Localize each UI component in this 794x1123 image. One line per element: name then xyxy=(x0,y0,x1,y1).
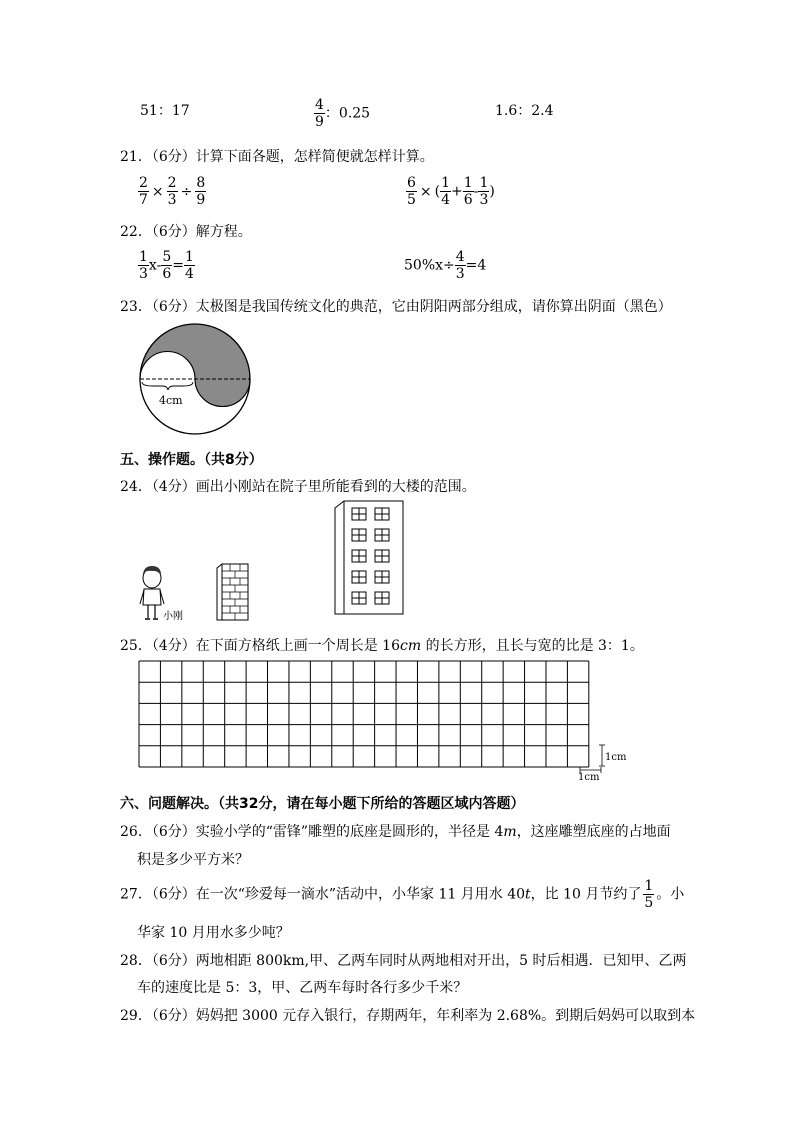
q26-line-2: 积是多少平方米？ xyxy=(137,852,249,868)
operator: - xyxy=(473,183,479,200)
q28-line-2: 车的速度比是 5：3，甲、乙两车每时各行多少千米？ xyxy=(137,980,468,996)
q26-line-1 xyxy=(120,821,671,841)
frac-den: 5 xyxy=(644,895,654,911)
paren-right: ) xyxy=(489,183,495,200)
frac-den: 3 xyxy=(167,192,177,208)
frac-num: 2 xyxy=(139,175,148,191)
frac-den: 9 xyxy=(196,192,206,208)
q21-expr-2 xyxy=(406,176,495,207)
ratio-3: 1.6：2.4 xyxy=(495,103,554,119)
brick-wall xyxy=(217,564,248,620)
frac-den: 6 xyxy=(463,192,473,208)
frac-den: 4 xyxy=(441,192,451,208)
frac-den: 7 xyxy=(139,192,148,208)
frac-num: 1 xyxy=(139,249,148,265)
q25-text xyxy=(120,635,644,655)
frac-num: 1 xyxy=(644,878,654,894)
q28-line-1: 28．（6分）两地相距 800km,甲、乙两车同时从两地相对开出，5 时后相遇．已知甲、乙两 xyxy=(120,953,687,969)
q27-text-pre: 27．（6分）在一次“珍爱每一滴水”活动中，小华家 11 月用水 40 xyxy=(120,886,526,903)
frac-num: 4 xyxy=(315,97,324,113)
ratio-1: 51：17 xyxy=(140,103,190,119)
q21-text: 21．（6分）计算下面各题，怎样简便就怎样计算。 xyxy=(120,149,434,165)
frac-den: 3 xyxy=(479,192,489,208)
q24-text: 24．（4分）画出小刚站在院子里所能看到的大楼的范围。 xyxy=(120,479,476,495)
operator: × xyxy=(419,183,432,200)
person-label: 小刚 xyxy=(163,611,183,622)
frac-den: 4 xyxy=(184,266,194,282)
operator: ÷ xyxy=(180,183,193,200)
q22-eq-1 xyxy=(138,250,195,281)
equation-suffix: =4 xyxy=(465,257,487,274)
frac-num: 2 xyxy=(167,175,177,191)
q27-line-1 xyxy=(120,879,684,910)
brace xyxy=(142,382,193,390)
operator: + xyxy=(451,183,463,200)
grid-label-horizontal: 1cm xyxy=(578,772,600,782)
q22-text: 22．（6分）解方程。 xyxy=(120,224,252,240)
q25-text-pre: 25．（4分）在下面方格纸上画一个周长是 16 xyxy=(120,638,400,654)
q26-text-post: ，这座雕塑底座的占地面 xyxy=(516,824,671,840)
frac-den: 6 xyxy=(162,266,172,282)
frac-num: 4 xyxy=(455,249,465,265)
equation-prefix: 50%x÷ xyxy=(404,257,455,274)
frac-den: 3 xyxy=(455,266,465,282)
q25-text-post: 的长方形，且长与宽的比是 3：1。 xyxy=(421,638,644,654)
q26-unit: m xyxy=(503,824,517,840)
frac-num: 1 xyxy=(441,175,451,191)
frac-num: 6 xyxy=(407,175,416,191)
ratio-2 xyxy=(314,98,370,129)
q24-scene xyxy=(130,498,420,628)
frac-num: 8 xyxy=(196,175,206,191)
grid-lines xyxy=(139,661,589,767)
section-6-title: 六、问题解决。（共32分，请在每小题下所给的答题区域内答题） xyxy=(120,796,525,812)
building-windows xyxy=(352,508,389,604)
frac-num: 1 xyxy=(463,175,473,191)
frac-num: 5 xyxy=(162,249,172,265)
variable: x- xyxy=(148,257,162,274)
yin-region xyxy=(140,324,250,406)
grid-paper xyxy=(138,660,638,782)
q22-eq-2 xyxy=(404,250,486,281)
operator: × xyxy=(151,183,164,200)
q23-text: 23．（6分）太极图是我国传统文化的典范，它由阴阳两部分组成，请你算出阴面（黑色） xyxy=(120,299,672,315)
section-5-title: 五、操作题。（共8分） xyxy=(120,452,263,468)
paren-left: ( xyxy=(434,183,441,200)
q29-line-1: 29．（6分）妈妈把 3000 元存入银行，存期两年，年利率为 2.68%。到期后妈妈可以取到本 xyxy=(120,1008,696,1024)
person-figure xyxy=(140,566,164,619)
q27-unit: t xyxy=(525,886,531,903)
frac-den: 9 xyxy=(315,114,324,130)
q25-unit: cm xyxy=(400,638,422,654)
grid-label-vertical: 1cm xyxy=(605,752,627,763)
ratio-2-rest: ：0.25 xyxy=(324,105,371,122)
frac-num: 1 xyxy=(479,175,489,191)
frac-den: 3 xyxy=(139,266,148,282)
q21-expr-1 xyxy=(138,176,206,207)
q26-text-pre: 26．（6分）实验小学的“雷锋”雕塑的底座是圆形的，半径是 4 xyxy=(120,824,504,840)
q27-text-mid: ，比 10 月节约了 xyxy=(530,886,642,903)
q27-text-post: 。小 xyxy=(656,886,685,903)
frac-den: 5 xyxy=(407,192,416,208)
taiji-diagram xyxy=(135,322,255,438)
taiji-label: 4cm xyxy=(159,394,183,407)
scale-markers xyxy=(580,745,605,773)
equals: = xyxy=(172,257,184,274)
q27-line-2: 华家 10 月用水多少吨？ xyxy=(137,925,290,941)
tall-building xyxy=(335,501,403,614)
frac-num: 1 xyxy=(184,249,194,265)
